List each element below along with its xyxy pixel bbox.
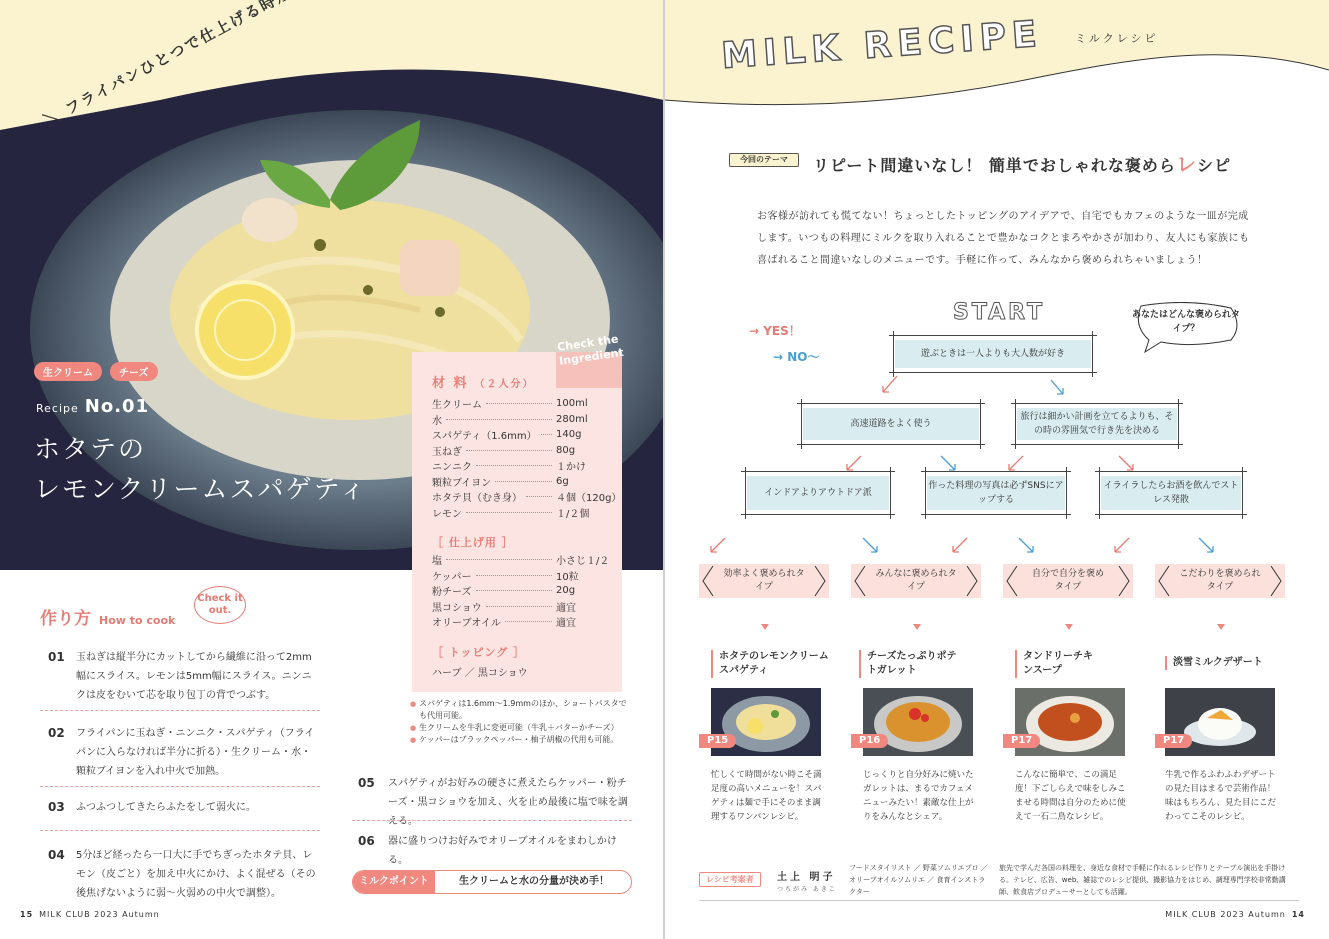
- intro-text: お客様が訪れても慌てない！ちょっとしたトッピングのアイデアで、自宅でもカフェのような一皿が完成します。いつもの料理にミルクを取り入れることで豊かなコクとまろやかさが加わり、友人にも家族にも喜ばれること間違いなしのメニューです。手軽に作って、みんなから褒められちゃいましょう！: [757, 211, 1250, 266]
- dish-name-2: チーズたっぷりポテトガレット: [859, 650, 959, 678]
- list-item: 粉チーズ 20g: [432, 585, 576, 599]
- tag-cream: 生クリーム: [34, 362, 102, 381]
- milk-point-text: 生クリームと水の分量が決め手！: [459, 876, 609, 887]
- step-03: [40, 798, 320, 817]
- speech-bubble: あなたはどんな褒められタイプ？: [1131, 302, 1241, 348]
- down-arrow-icon: [1217, 624, 1225, 630]
- result-type-4: こだわりを褒められタイプ: [1155, 564, 1285, 598]
- howto-heading: [40, 604, 175, 629]
- list-item: 生クリーム 100ml: [432, 398, 588, 412]
- step-text: 器に盛りつけお好みでオリーブオイルをまわしかける。: [388, 836, 617, 866]
- step-number: 01: [48, 650, 65, 664]
- question-2b: 旅行は細かい計画を立てるよりも、その時の雰囲気で行き先を決める: [1017, 408, 1177, 440]
- left-page: [0, 0, 664, 939]
- topping-text: ハーブ ／ 黒コショウ: [432, 668, 528, 679]
- milk-point: [352, 870, 632, 894]
- check-ingredient-label: Check the Ingredient: [556, 332, 625, 368]
- divider: [352, 820, 632, 821]
- check-out-badge: Check it out.: [194, 586, 246, 624]
- magazine-issue: MILK CLUB 2023 Autumn: [39, 910, 160, 919]
- step-text: 5分ほど経ったら一口大に手でちぎったホタテ貝、レモン（皮ごと）を加え中火にかけ、よく混ぜる（その後焦げないように弱～火弱めの中火で調整）。: [76, 850, 316, 899]
- result-type-3: 自分で自分を褒めタイプ: [1003, 564, 1133, 598]
- finish-heading: ［ 仕上げ用 ］: [432, 536, 514, 549]
- start-label: START: [953, 300, 1046, 325]
- dish-desc-4: 牛乳で作るふわふわデザートの見た目はまるで芸術作品！味はもちろん、見た目にこだわってこそのレシピ。: [1165, 770, 1277, 822]
- dish-desc-2: じっくりと自分好みに焼いたガレットは、まるでカフェメニューみたい！素敵な仕上がりをみんなとシェア。: [863, 770, 974, 822]
- legend-no: → NO～: [773, 350, 820, 364]
- theme-title: リピート間違いなし！ 簡単でおしゃれな褒めらレシピ: [813, 152, 1231, 176]
- down-arrow-icon: [761, 624, 769, 630]
- step-01: [40, 648, 320, 705]
- question-2a: 高速道路をよく使う: [803, 408, 979, 440]
- step-text: ふつふつしてきたらふたをして弱火に。: [76, 802, 256, 813]
- creator-role: フードスタイリスト ／ 野菜ソムリエプロ ／ オリーブオイルソムリエ ／ 食育インストラクター: [849, 864, 988, 896]
- list-item: 塩 小さじ１/２: [432, 556, 610, 568]
- step-04: [40, 846, 320, 903]
- step-number: 05: [358, 776, 375, 790]
- milk-point-label: ミルクポイント: [353, 871, 435, 893]
- note-item: ● 生クリームを牛乳に変更可能（牛乳＋バターかチーズ）: [410, 722, 630, 734]
- page-folio: [20, 910, 160, 919]
- creator-label: レシピ考案者: [699, 872, 761, 887]
- list-item: 黒コショウ 適宜: [432, 602, 576, 614]
- howto-subtitle: How to cook: [99, 614, 176, 627]
- step-number: 06: [358, 834, 375, 848]
- theme-label: 今回のテーマ: [729, 153, 799, 167]
- page-folio: [1165, 910, 1305, 919]
- legend-yes: → YES！: [749, 324, 801, 338]
- divider: [40, 710, 320, 711]
- dish-name-4: 淡雪ミルクデザート: [1165, 656, 1285, 670]
- dish-title-line1: ホタテの: [34, 435, 147, 465]
- dish-desc-3: こんなに簡単で、この満足度！下ごしらえで味をしみこませる時間は自分のために使えて一石二鳥なレシピ。: [1015, 770, 1126, 822]
- recipe-no-value: No.01: [84, 396, 150, 417]
- step-number: 04: [48, 848, 65, 862]
- step-02: [40, 724, 320, 781]
- question-3a: インドアよりアウトドア派: [747, 476, 889, 510]
- creator-ruby: つちがみ あきこ: [777, 886, 837, 893]
- divider: [40, 786, 320, 787]
- dish-name-1: ホタテのレモンクリームスパゲティ: [711, 650, 829, 678]
- down-arrow-icon: [1065, 624, 1073, 630]
- step-number: 02: [48, 726, 65, 740]
- right-page: [665, 0, 1329, 939]
- section-subtitle: ミルクレシピ: [1075, 32, 1159, 45]
- page-number: 14: [1291, 910, 1305, 919]
- page-number: 15: [20, 910, 34, 919]
- howto-title: 作り方: [40, 609, 91, 629]
- result-type-1: 効率よく褒められタイプ: [699, 564, 829, 598]
- ingredients-heading: [432, 372, 535, 391]
- ingredient-notes: [410, 698, 630, 746]
- list-item: オリーブオイル 適宜: [432, 618, 576, 630]
- step-number: 03: [48, 800, 65, 814]
- list-item: 玉ねぎ 80g: [432, 444, 576, 458]
- note-item: ● スパゲティは1.6mm～1.9mmのほか、ショートパスタでも代用可能。: [410, 698, 630, 722]
- list-item: 水 280ml: [432, 413, 588, 427]
- recipe-label: Recipe: [36, 402, 79, 415]
- result-type-2: みんなに褒められタイプ: [851, 564, 981, 598]
- page-ref-2: P16: [851, 734, 888, 748]
- question-3b: 作った料理の写真は必ずSNSにアップする: [927, 476, 1065, 510]
- dish-name-3: タンドリーチキンスープ: [1015, 650, 1095, 678]
- list-item: 顆粒ブイヨン 6g: [432, 475, 569, 489]
- dish-title: [34, 430, 367, 510]
- topping-heading: ［ トッピング ］: [432, 646, 526, 659]
- dish-desc-1: 忙しくて時間がない時こそ満足度の高いメニューを！スパゲティは麺で手にそのまま調理するワンパンレシピ。: [711, 770, 822, 822]
- tag-cheese: チーズ: [110, 362, 158, 381]
- ingredient-list: [432, 396, 622, 520]
- list-item: スパゲティ（1.6mm） 140g: [432, 429, 582, 443]
- ingredients-serving: （２人分）: [474, 379, 535, 390]
- step-05: [352, 774, 632, 831]
- step-text: 玉ねぎは縦半分にカットしてから繊維に沿って2mm幅にスライス。レモンは5mm幅にスライス。ニンニクは皮をむいて芯を取り包丁の背でつぶす。: [76, 652, 312, 701]
- question-3c: イライラしたらお酒を飲んでストレス発散: [1101, 476, 1241, 510]
- list-item: ホタテ貝（むき身） ４個（120g）: [432, 493, 622, 505]
- list-item: ニンニク １かけ: [432, 462, 586, 474]
- step-06: [352, 832, 632, 870]
- ingredient-tags: [34, 362, 158, 381]
- dish-title-line2: レモンクリームスパゲティ: [34, 475, 368, 505]
- recipe-number: [36, 396, 149, 417]
- finish-list: [432, 552, 622, 630]
- down-arrow-icon: [913, 624, 921, 630]
- creator-bio: 旅先で学んだ各国の料理を、身近な食材で手軽に作れるレシピ作りとテーブル演出を手掛ける。テレビ、広告、web、雑誌でのレシピ提供、撮影協力をはじめ、調理専門学校非常勤講師、飲食店プロデューサーとしても活躍。: [999, 864, 1286, 896]
- question-1: 遊ぶときは一人よりも大人数が好き: [895, 340, 1091, 368]
- section-title: MILK RECIPE: [720, 13, 1044, 78]
- step-text: スパゲティがお好みの硬さに煮えたらケッパー・粉チーズ・黒コショウを加え、火を止め最後に塩で味を調える。: [388, 778, 628, 827]
- page-ref-1: P15: [699, 734, 736, 748]
- page-ref-3: P17: [1003, 734, 1040, 748]
- list-item: ケッパー 10粒: [432, 571, 579, 583]
- divider: [40, 830, 320, 831]
- divider: [699, 900, 1299, 901]
- list-item: レモン １/２個: [432, 508, 590, 520]
- step-text: フライパンに玉ねぎ・ニンニク・スパゲティ（フライパンに入らなければ半分に折る）・生クリーム・水・顆粒ブイヨンを入れ中火で加熱。: [76, 728, 315, 777]
- creator-name: 土上 明子: [777, 872, 836, 883]
- magazine-issue: MILK CLUB 2023 Autumn: [1165, 910, 1286, 919]
- ingredients-title: 材 料: [432, 376, 469, 391]
- note-item: ● ケッパーはブラックペッパー・柚子胡椒の代用も可能。: [410, 734, 630, 746]
- page-ref-4: P17: [1155, 734, 1192, 748]
